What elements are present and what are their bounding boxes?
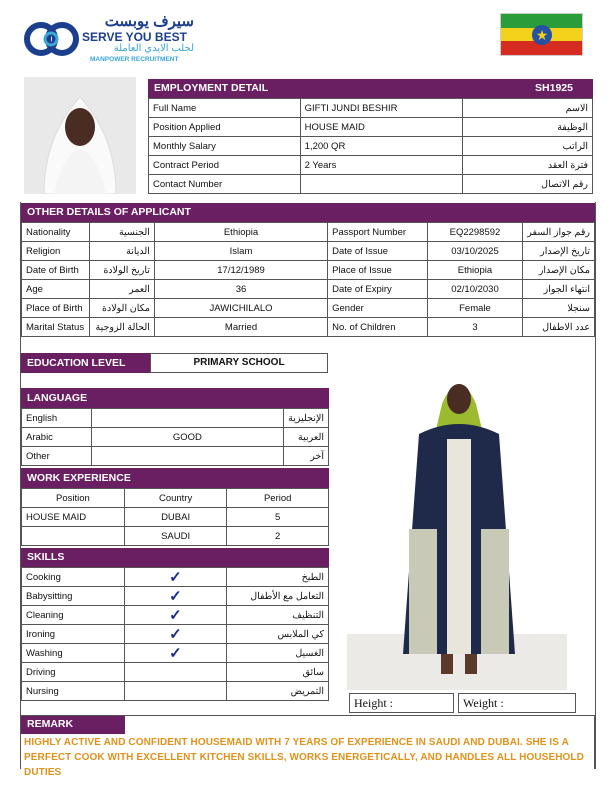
- skill-row: [22, 568, 329, 587]
- work-experience-table: [21, 488, 329, 546]
- company-logo: [24, 12, 194, 66]
- work-position: HOUSE MAID: [22, 508, 125, 527]
- field-value: 02/10/2030: [427, 280, 522, 299]
- skill-name: Babysitting: [22, 587, 125, 606]
- field-label: Monthly Salary: [149, 137, 301, 156]
- skills-header: SKILLS: [21, 548, 329, 567]
- field-label-arabic: مكان الولادة: [89, 299, 154, 318]
- skill-row: [22, 606, 329, 625]
- other-details-row: [22, 318, 595, 337]
- field-value: JAWICHILALO: [154, 299, 327, 318]
- employment-row: [149, 156, 593, 175]
- employment-detail-table: [148, 98, 593, 194]
- language-level: [91, 409, 284, 428]
- language-header: LANGUAGE: [21, 388, 329, 408]
- work-experience-row: [22, 527, 329, 546]
- applicant-portrait-photo: [24, 77, 136, 194]
- checkmark-icon: ✓: [124, 606, 226, 625]
- field-label: Age: [22, 280, 90, 299]
- checkmark-icon: [124, 682, 226, 701]
- skill-name: Cleaning: [22, 606, 125, 625]
- employment-row: [149, 137, 593, 156]
- skill-name: Washing: [22, 644, 125, 663]
- field-label-arabic: مكان الإصدار: [523, 261, 595, 280]
- field-label: Marital Status: [22, 318, 90, 337]
- field-value: [300, 175, 463, 194]
- work-period: 5: [227, 508, 329, 527]
- skill-name: Nursing: [22, 682, 125, 701]
- field-label-arabic: تاريخ الإصدار: [523, 242, 595, 261]
- height-label: Height :: [354, 696, 393, 710]
- skill-row: [22, 587, 329, 606]
- other-details-row: [22, 280, 595, 299]
- remark-text: HIGHLY ACTIVE AND CONFIDENT HOUSEMAID WITH 7 YEARS OF EXPERIENCE IN SAUDI AND DUBAI. SHE IS A PERFECT COOK WITH EXCELLENT KITCHEN SKILLS, WORKS ENERGETICALLY, AND HANDLES ALL HOUSEHOLD DUTIES: [24, 737, 584, 778]
- employment-detail-header: [148, 79, 593, 98]
- employment-detail-title: EMPLOYMENT DETAIL: [154, 82, 269, 94]
- field-value: GIFTI JUNDI BESHIR: [300, 99, 463, 118]
- checkmark-icon: ✓: [124, 568, 226, 587]
- remark-header: REMARK: [21, 715, 125, 734]
- field-value: 03/10/2025: [427, 242, 522, 261]
- checkmark-icon: ✓: [124, 587, 226, 606]
- field-label: Place of Birth: [22, 299, 90, 318]
- field-label: Nationality: [22, 223, 90, 242]
- language-name: Other: [22, 447, 92, 466]
- language-name-arabic: العربية: [284, 428, 329, 447]
- height-field: [349, 693, 454, 713]
- field-value: Married: [154, 318, 327, 337]
- skill-name-arabic: الطبخ: [227, 568, 329, 587]
- logo-english-name: SERVE YOU BEST: [82, 30, 187, 44]
- language-row: [22, 409, 329, 428]
- work-col-country: Country: [124, 489, 227, 508]
- language-name-arabic: الإنجليزية: [284, 409, 329, 428]
- skill-name-arabic: الغسيل: [227, 644, 329, 663]
- field-value: 3: [427, 318, 522, 337]
- education-level-label: EDUCATION LEVEL: [21, 353, 150, 373]
- skill-row: [22, 644, 329, 663]
- other-details-row: [22, 242, 595, 261]
- field-label-arabic: الراتب: [463, 137, 593, 156]
- language-table: [21, 408, 329, 466]
- field-label: Contact Number: [149, 175, 301, 194]
- language-name-arabic: آخر: [284, 447, 329, 466]
- work-experience-header: WORK EXPERIENCE: [21, 468, 329, 488]
- field-value: 17/12/1989: [154, 261, 327, 280]
- field-value: HOUSE MAID: [300, 118, 463, 137]
- field-label-arabic: رقم الاتصال: [463, 175, 593, 194]
- field-label: No. of Children: [328, 318, 428, 337]
- work-period: 2: [227, 527, 329, 546]
- language-row: [22, 447, 329, 466]
- language-name: English: [22, 409, 92, 428]
- field-value: Female: [427, 299, 522, 318]
- field-label: Date of Expiry: [328, 280, 428, 299]
- weight-label: Weight :: [463, 696, 504, 710]
- other-details-header: OTHER DETAILS OF APPLICANT: [21, 203, 595, 222]
- field-label-arabic: الحالة الزوجية: [89, 318, 154, 337]
- skill-name-arabic: التنظيف: [227, 606, 329, 625]
- skill-name: Driving: [22, 663, 125, 682]
- language-row: [22, 428, 329, 447]
- skill-row: [22, 663, 329, 682]
- work-position: [22, 527, 125, 546]
- skill-name: Cooking: [22, 568, 125, 587]
- logo-emblem-icon: [24, 12, 80, 66]
- field-value: 36: [154, 280, 327, 299]
- employment-row: [149, 99, 593, 118]
- field-label: Gender: [328, 299, 428, 318]
- skills-table: [21, 567, 329, 701]
- other-details-table: [21, 222, 595, 337]
- field-value: Islam: [154, 242, 327, 261]
- field-value: EQ2298592: [427, 223, 522, 242]
- field-label: Position Applied: [149, 118, 301, 137]
- logo-english-sub: MANPOWER RECRUITMENT: [90, 56, 179, 63]
- work-col-position: Position: [22, 489, 125, 508]
- skill-name-arabic: كي الملابس: [227, 625, 329, 644]
- education-level-value: PRIMARY SCHOOL: [150, 353, 328, 373]
- skill-row: [22, 625, 329, 644]
- skill-name-arabic: التعامل مع الأطفال: [227, 587, 329, 606]
- field-value: 1,200 QR: [300, 137, 463, 156]
- employment-row: [149, 175, 593, 194]
- skill-name: Ironing: [22, 625, 125, 644]
- reference-number: SH1925: [535, 82, 573, 94]
- field-label: Religion: [22, 242, 90, 261]
- work-col-period: Period: [227, 489, 329, 508]
- field-label-arabic: العمر: [89, 280, 154, 299]
- field-label-arabic: رقم جواز السفر: [523, 223, 595, 242]
- field-label-arabic: الديانة: [89, 242, 154, 261]
- applicant-full-body-photo: [347, 354, 567, 690]
- field-label-arabic: عدد الاطفال: [523, 318, 595, 337]
- field-label: Date of Issue: [328, 242, 428, 261]
- field-label: Date of Birth: [22, 261, 90, 280]
- other-details-row: [22, 299, 595, 318]
- field-value: 2 Years: [300, 156, 463, 175]
- field-value: Ethiopia: [154, 223, 327, 242]
- checkmark-icon: ✓: [124, 644, 226, 663]
- other-details-row: [22, 261, 595, 280]
- skill-name-arabic: سائق: [227, 663, 329, 682]
- checkmark-icon: ✓: [124, 625, 226, 644]
- other-details-row: [22, 223, 595, 242]
- work-country: DUBAI: [124, 508, 227, 527]
- checkmark-icon: [124, 663, 226, 682]
- field-label-arabic: الوظيفة: [463, 118, 593, 137]
- employment-row: [149, 118, 593, 137]
- field-label-arabic: فترة العقد: [463, 156, 593, 175]
- field-label-arabic: تاريخ الولادة: [89, 261, 154, 280]
- logo-arabic-sub: لجلب الايدي العاملة: [113, 43, 194, 54]
- weight-field: [458, 693, 576, 713]
- field-label: Passport Number: [328, 223, 428, 242]
- field-label: Contract Period: [149, 156, 301, 175]
- work-experience-row: [22, 508, 329, 527]
- ethiopia-flag-icon: ★: [500, 13, 583, 56]
- field-label: Full Name: [149, 99, 301, 118]
- field-label-arabic: الاسم: [463, 99, 593, 118]
- skill-row: [22, 682, 329, 701]
- language-name: Arabic: [22, 428, 92, 447]
- field-value: Ethiopia: [427, 261, 522, 280]
- skill-name-arabic: التمريض: [227, 682, 329, 701]
- field-label-arabic: سنجلا: [523, 299, 595, 318]
- language-level: GOOD: [91, 428, 284, 447]
- field-label-arabic: الجنسية: [89, 223, 154, 242]
- language-level: [91, 447, 284, 466]
- logo-arabic-name: سيرف يوبست: [104, 13, 194, 30]
- field-label: Place of Issue: [328, 261, 428, 280]
- field-label-arabic: انتهاء الجواز: [523, 280, 595, 299]
- work-country: SAUDI: [124, 527, 227, 546]
